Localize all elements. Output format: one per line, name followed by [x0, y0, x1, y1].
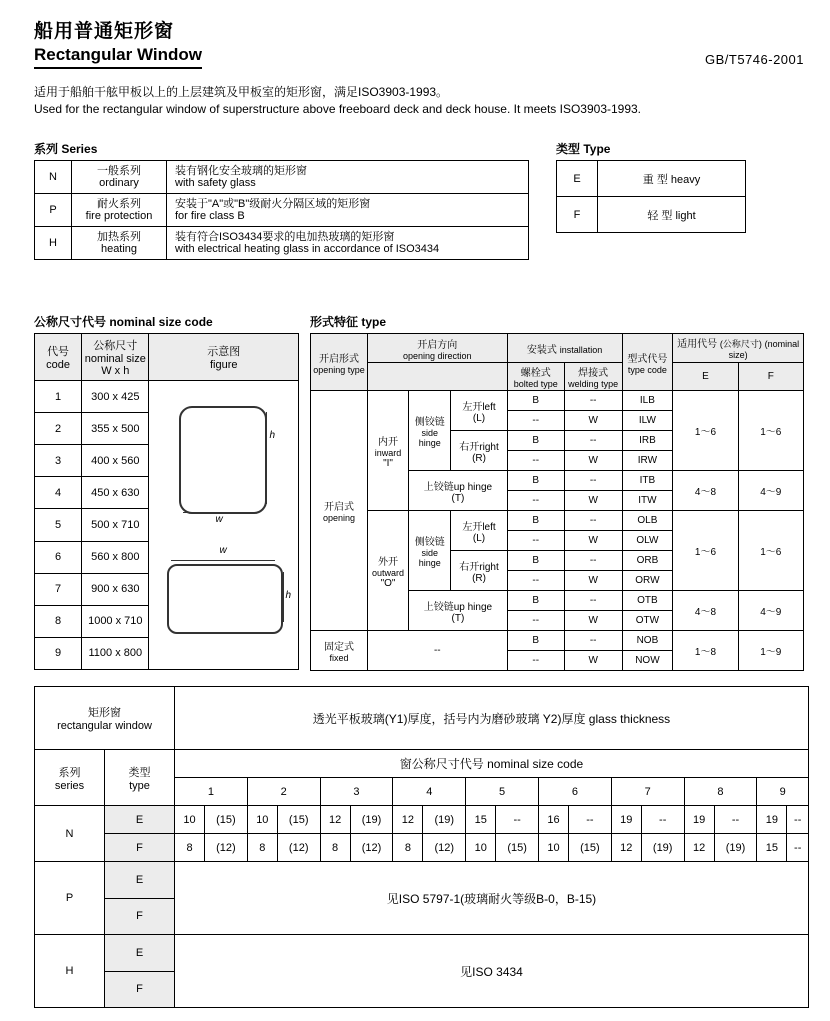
- nominal-code: 2: [35, 413, 82, 445]
- table-row: [35, 862, 809, 899]
- series-desc: [167, 194, 529, 227]
- col-figure-header: 示意图 figure: [149, 334, 299, 381]
- glass-value: (15): [205, 806, 248, 834]
- table-row: [311, 631, 804, 651]
- hinge-top: 上铰链up hinge (T): [409, 591, 508, 631]
- table-header-row: [35, 750, 809, 778]
- fixed-direction: --: [367, 631, 507, 671]
- glass-value: --: [641, 806, 684, 834]
- table-row: [311, 511, 804, 531]
- glass-value: 8: [320, 834, 350, 862]
- window-shape-wide-icon: [167, 564, 283, 634]
- glass-value: (15): [569, 834, 612, 862]
- glass-value: 12: [393, 806, 423, 834]
- direction-left: 左开left (L): [451, 511, 507, 551]
- nominal-size-label: 公称尺寸代号 nominal size code: [34, 315, 213, 329]
- glass-value: 15: [757, 834, 787, 862]
- applicable-f: 4～9: [738, 471, 803, 511]
- type-code-value: OLB: [622, 511, 673, 531]
- glass-value: 19: [684, 806, 714, 834]
- opening-type-opening: 开启式 opening: [311, 391, 368, 631]
- dimension-line-h2: [283, 572, 284, 622]
- glass-value: (19): [350, 806, 393, 834]
- type-code-value: IRW: [622, 451, 673, 471]
- bolted-value: B: [507, 471, 564, 491]
- description-en: Used for the rectangular window of superstructure above freeboard deck and deck house. It meets ISO3903-1993.: [34, 102, 642, 116]
- glass-type-f: F: [105, 971, 175, 1008]
- col-installation-header: 安装式 installation: [507, 334, 622, 363]
- glass-series-n: N: [35, 806, 105, 862]
- glass-type-header: 类型 type: [105, 750, 175, 806]
- col-opening-type-header: 开启形式 opening type: [311, 334, 368, 391]
- page-title-en: Rectangular Window: [34, 44, 202, 69]
- glass-thickness-table: [34, 686, 809, 1008]
- series-name: [72, 194, 167, 227]
- welding-value: --: [564, 511, 622, 531]
- applicable-f: 1～6: [738, 511, 803, 591]
- hinge-top: 上铰链up hinge (T): [409, 471, 508, 511]
- welding-value: W: [564, 491, 622, 511]
- welding-value: W: [564, 411, 622, 431]
- glass-note-h: 见ISO 3434: [175, 935, 809, 1008]
- glass-type-f: F: [105, 834, 175, 862]
- col-direction-sub-header: [367, 363, 507, 391]
- col-f-header: F: [738, 363, 803, 391]
- nominal-code: 9: [35, 637, 82, 669]
- series-desc-cn: 装有符合ISO3434要求的电加热玻璃的矩形窗: [175, 231, 395, 243]
- nominal-size: 355 x 500: [82, 413, 149, 445]
- glass-value: (12): [350, 834, 393, 862]
- glass-value: 15: [466, 806, 496, 834]
- glass-value: (15): [496, 834, 539, 862]
- series-code: N: [35, 161, 72, 194]
- glass-code-6: 6: [538, 778, 611, 806]
- type-code-value: ITW: [622, 491, 673, 511]
- col-code-header: 代号 code: [35, 334, 82, 381]
- glass-code-2: 2: [247, 778, 320, 806]
- glass-title: 透光平板玻璃(Y1)厚度，括号内为磨砂玻璃 Y2)厚度 glass thickness: [175, 687, 809, 750]
- dimension-label-h: h: [269, 430, 276, 441]
- type-code-value: IRB: [622, 431, 673, 451]
- bolted-value: B: [507, 431, 564, 451]
- glass-series-p: P: [35, 862, 105, 935]
- bolted-value: B: [507, 391, 564, 411]
- type-code-value: NOB: [622, 631, 673, 651]
- table-row: [35, 381, 299, 413]
- glass-thickness-section: [34, 686, 809, 1008]
- applicable-e: 1～6: [673, 511, 738, 591]
- glass-type-e: E: [105, 862, 175, 899]
- bolted-value: B: [507, 591, 564, 611]
- series-desc-cn: 装有钢化安全玻璃的矩形窗: [175, 165, 307, 177]
- glass-value: 10: [538, 834, 568, 862]
- glass-value: 16: [538, 806, 568, 834]
- bolted-value: --: [507, 411, 564, 431]
- table-header-row: [35, 687, 809, 750]
- welding-value: --: [564, 631, 622, 651]
- dimension-line-w2: [171, 560, 275, 561]
- table-row: [557, 161, 746, 197]
- type-label: 类型 Type: [556, 142, 611, 156]
- applicable-e: 4～8: [673, 591, 738, 631]
- bolted-value: --: [507, 611, 564, 631]
- table-row: [35, 935, 809, 972]
- glass-code-1: 1: [175, 778, 248, 806]
- opening-type-fixed: 固定式 fixed: [311, 631, 368, 671]
- direction-right: 右开right (R): [451, 431, 507, 471]
- series-label: 系列 Series: [34, 142, 98, 156]
- glass-code-4: 4: [393, 778, 466, 806]
- glass-value: --: [787, 806, 809, 834]
- glass-code-3: 3: [320, 778, 393, 806]
- type-table: [556, 160, 746, 233]
- series-desc-en: for fire class B: [175, 210, 245, 222]
- bolted-value: B: [507, 631, 564, 651]
- nominal-code: 8: [35, 605, 82, 637]
- series-table: [34, 160, 529, 260]
- dimension-line-h: [266, 412, 267, 504]
- welding-value: W: [564, 571, 622, 591]
- glass-value: 10: [175, 806, 205, 834]
- bolted-value: --: [507, 531, 564, 551]
- table-row: [311, 391, 804, 411]
- nominal-code: 5: [35, 509, 82, 541]
- nominal-size: 1000 x 710: [82, 605, 149, 637]
- glass-series-header: 系列 series: [35, 750, 105, 806]
- nominal-code: 1: [35, 381, 82, 413]
- glass-value: --: [569, 806, 612, 834]
- col-bolted-header: 螺栓式 bolted type: [507, 363, 564, 391]
- glass-code-8: 8: [684, 778, 757, 806]
- nominal-code: 6: [35, 541, 82, 573]
- series-desc: [167, 161, 529, 194]
- direction-inward: 内开 inward "I": [367, 391, 408, 511]
- series-code: P: [35, 194, 72, 227]
- col-applicable-header: 适用代号 (公称尺寸) (nominal size): [673, 334, 804, 363]
- standard-number: GB/T5746-2001: [704, 52, 804, 67]
- nominal-size: 450 x 630: [82, 477, 149, 509]
- type-code-value: ORB: [622, 551, 673, 571]
- dimension-line-w: [183, 512, 259, 513]
- nominal-code: 3: [35, 445, 82, 477]
- glass-code-7: 7: [611, 778, 684, 806]
- series-code: H: [35, 227, 72, 260]
- glass-note-p: 见ISO 5797-1(玻璃耐火等级B-0，B-15): [175, 862, 809, 935]
- welding-value: --: [564, 431, 622, 451]
- welding-value: --: [564, 551, 622, 571]
- series-name-cn: 一般系列: [97, 165, 141, 177]
- glass-value: 19: [611, 806, 641, 834]
- form-section: [310, 313, 804, 671]
- direction-left: 左开left (L): [451, 391, 507, 431]
- window-shape-tall-icon: [179, 406, 267, 514]
- bolted-value: --: [507, 651, 564, 671]
- document-header: [34, 20, 804, 69]
- nominal-size: 560 x 800: [82, 541, 149, 573]
- series-desc-cn: 安装于"A"或"B"级耐火分隔区域的矩形窗: [175, 198, 371, 210]
- type-code: F: [557, 197, 598, 233]
- bolted-value: B: [507, 551, 564, 571]
- applicable-e: 1～6: [673, 391, 738, 471]
- series-section: [34, 140, 529, 260]
- series-name-en: heating: [100, 243, 138, 255]
- direction-outward: 外开 outward "O": [367, 511, 408, 631]
- series-name-en: ordinary: [99, 177, 139, 189]
- type-code-value: ITB: [622, 471, 673, 491]
- glass-value: (19): [423, 806, 466, 834]
- nominal-size: 400 x 560: [82, 445, 149, 477]
- welding-value: --: [564, 391, 622, 411]
- glass-value: 10: [466, 834, 496, 862]
- glass-value: (19): [714, 834, 757, 862]
- series-name-cn: 耐火系列: [97, 198, 141, 210]
- welding-value: W: [564, 451, 622, 471]
- welding-value: W: [564, 611, 622, 631]
- glass-value: (12): [423, 834, 466, 862]
- welding-value: --: [564, 471, 622, 491]
- glass-value: --: [787, 834, 809, 862]
- glass-value: (19): [641, 834, 684, 862]
- series-name-cn: 加热系列: [97, 231, 141, 243]
- glass-value: 12: [320, 806, 350, 834]
- glass-code-9: 9: [757, 778, 809, 806]
- type-code-value: ILB: [622, 391, 673, 411]
- series-name: [72, 161, 167, 194]
- description-cn: 适用于船舶干舷甲板以上的上层建筑及甲板室的矩形窗，满足ISO3903-1993。: [34, 85, 449, 99]
- bolted-value: B: [507, 511, 564, 531]
- applicable-f: 1～6: [738, 391, 803, 471]
- hinge-side: 侧铰链 side hinge: [409, 391, 451, 471]
- glass-value: 8: [175, 834, 205, 862]
- series-desc-en: with electrical heating glass in accordance of ISO3434: [175, 243, 440, 255]
- table-row: [35, 834, 809, 862]
- type-name: 重 型 heavy: [598, 161, 746, 197]
- glass-value: 12: [684, 834, 714, 862]
- nominal-code: 7: [35, 573, 82, 605]
- table-row: [557, 197, 746, 233]
- table-row: [35, 161, 529, 194]
- dimension-label-w2: w: [219, 545, 227, 556]
- glass-code-5: 5: [466, 778, 539, 806]
- form-table: [310, 333, 804, 671]
- applicable-e: 4～8: [673, 471, 738, 511]
- col-size-header: 公称尺寸 nominal size W x h: [82, 334, 149, 381]
- nominal-size-table: [34, 333, 299, 670]
- glass-value: 8: [247, 834, 277, 862]
- type-code-value: OTB: [622, 591, 673, 611]
- glass-value: 12: [611, 834, 641, 862]
- welding-value: --: [564, 591, 622, 611]
- nominal-size-section: [34, 313, 299, 670]
- col-opening-direction-header: 开启方向 opening direction: [367, 334, 507, 363]
- type-code: E: [557, 161, 598, 197]
- series-name: [72, 227, 167, 260]
- col-welding-header: 焊接式 welding type: [564, 363, 622, 391]
- table-row: [35, 194, 529, 227]
- nominal-size: 1100 x 800: [82, 637, 149, 669]
- table-row: [35, 806, 809, 834]
- figure-cell: [149, 381, 299, 670]
- series-desc: [167, 227, 529, 260]
- applicable-e: 1～8: [673, 631, 738, 671]
- glass-type-e: E: [105, 935, 175, 972]
- glass-value: 19: [757, 806, 787, 834]
- bolted-value: --: [507, 571, 564, 591]
- type-code-value: OLW: [622, 531, 673, 551]
- form-label: 形式特征 type: [310, 315, 387, 329]
- window-figure: [151, 382, 294, 668]
- nominal-size: 900 x 630: [82, 573, 149, 605]
- bolted-value: --: [507, 491, 564, 511]
- glass-type-e: E: [105, 806, 175, 834]
- welding-value: W: [564, 651, 622, 671]
- applicable-f: 1～9: [738, 631, 803, 671]
- glass-value: (12): [277, 834, 320, 862]
- applicable-f: 4～9: [738, 591, 803, 631]
- page-title-cn: 船用普通矩形窗: [34, 21, 175, 42]
- type-code-value: ILW: [622, 411, 673, 431]
- type-code-value: NOW: [622, 651, 673, 671]
- hinge-side: 侧铰链 side hinge: [409, 511, 451, 591]
- table-header-row: [35, 334, 299, 381]
- series-desc-en: with safety glass: [175, 177, 256, 189]
- glass-series-h: H: [35, 935, 105, 1008]
- glass-value: 10: [247, 806, 277, 834]
- glass-value: 8: [393, 834, 423, 862]
- type-name: 轻 型 light: [598, 197, 746, 233]
- glass-value: --: [496, 806, 539, 834]
- table-header-row: [311, 334, 804, 363]
- table-header-row: [311, 363, 804, 391]
- type-code-value: OTW: [622, 611, 673, 631]
- glass-type-f: F: [105, 898, 175, 935]
- col-typecode-header: 型式代号 type code: [622, 334, 673, 391]
- direction-right: 右开right (R): [451, 551, 507, 591]
- table-row: [35, 227, 529, 260]
- welding-value: W: [564, 531, 622, 551]
- description: [34, 84, 814, 118]
- glass-value: --: [714, 806, 757, 834]
- col-e-header: E: [673, 363, 738, 391]
- nominal-code: 4: [35, 477, 82, 509]
- glass-value: (12): [205, 834, 248, 862]
- nominal-size: 500 x 710: [82, 509, 149, 541]
- glass-code-title: 窗公称尺寸代号 nominal size code: [175, 750, 809, 778]
- bolted-value: --: [507, 451, 564, 471]
- series-name-en: fire protection: [85, 210, 153, 222]
- nominal-size: 300 x 425: [82, 381, 149, 413]
- dimension-label-w: w: [215, 514, 223, 525]
- type-section: [556, 140, 746, 233]
- glass-corner-header: 矩形窗 rectangular window: [35, 687, 175, 750]
- type-code-value: ORW: [622, 571, 673, 591]
- glass-value: (15): [277, 806, 320, 834]
- dimension-label-h2: h: [285, 590, 292, 601]
